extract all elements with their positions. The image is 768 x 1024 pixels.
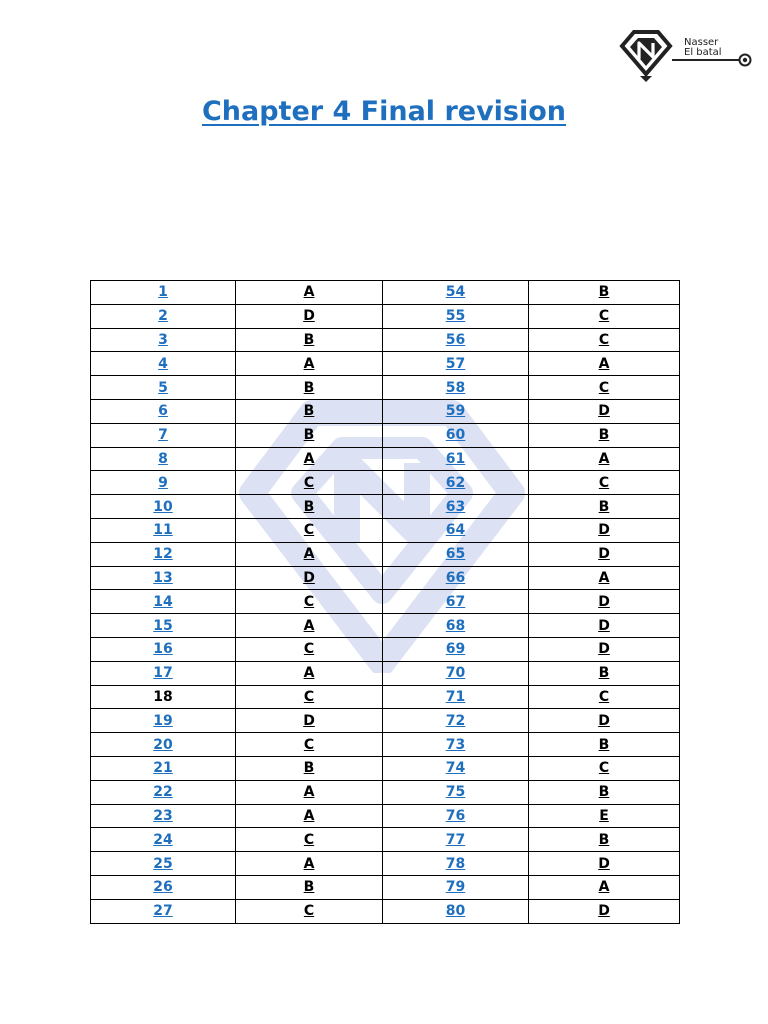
question-number: 22 bbox=[91, 780, 236, 804]
question-number: 64 bbox=[383, 518, 529, 542]
answer-letter: B bbox=[529, 281, 680, 305]
answer-letter: C bbox=[529, 376, 680, 400]
question-number: 15 bbox=[91, 614, 236, 638]
table-row bbox=[91, 423, 680, 447]
question-number: 75 bbox=[383, 780, 529, 804]
table-row bbox=[91, 304, 680, 328]
answer-letter: A bbox=[529, 352, 680, 376]
question-number: 63 bbox=[383, 495, 529, 519]
answer-letter: B bbox=[236, 328, 383, 352]
answer-letter: A bbox=[529, 566, 680, 590]
table-row bbox=[91, 518, 680, 542]
answer-letter: B bbox=[529, 495, 680, 519]
answer-letter: B bbox=[529, 661, 680, 685]
answer-letter: E bbox=[529, 804, 680, 828]
question-number: 26 bbox=[91, 875, 236, 899]
question-number: 59 bbox=[383, 399, 529, 423]
question-number: 60 bbox=[383, 423, 529, 447]
table-row bbox=[91, 542, 680, 566]
table-row bbox=[91, 566, 680, 590]
table-row bbox=[91, 804, 680, 828]
answer-letter: A bbox=[236, 614, 383, 638]
table-row bbox=[91, 828, 680, 852]
answer-letter: D bbox=[529, 614, 680, 638]
answer-letter: D bbox=[529, 709, 680, 733]
answer-letter: A bbox=[236, 542, 383, 566]
answer-letter: C bbox=[529, 304, 680, 328]
question-number: 55 bbox=[383, 304, 529, 328]
question-number: 71 bbox=[383, 685, 529, 709]
question-number: 66 bbox=[383, 566, 529, 590]
question-number: 3 bbox=[91, 328, 236, 352]
question-number: 62 bbox=[383, 471, 529, 495]
question-number: 72 bbox=[383, 709, 529, 733]
question-number: 67 bbox=[383, 590, 529, 614]
answer-letter: D bbox=[236, 709, 383, 733]
question-number: 17 bbox=[91, 661, 236, 685]
question-number: 69 bbox=[383, 637, 529, 661]
question-number: 77 bbox=[383, 828, 529, 852]
answer-letter: C bbox=[236, 471, 383, 495]
question-number: 78 bbox=[383, 852, 529, 876]
answer-letter: B bbox=[529, 780, 680, 804]
table-row bbox=[91, 875, 680, 899]
answer-letter: D bbox=[529, 518, 680, 542]
question-number: 10 bbox=[91, 495, 236, 519]
question-number: 57 bbox=[383, 352, 529, 376]
question-number: 16 bbox=[91, 637, 236, 661]
brand-name-line1: Nasser bbox=[684, 37, 719, 48]
answer-letter: A bbox=[236, 281, 383, 305]
question-number: 76 bbox=[383, 804, 529, 828]
answer-letter: C bbox=[236, 685, 383, 709]
answer-letter: A bbox=[236, 661, 383, 685]
question-number: 11 bbox=[91, 518, 236, 542]
brand-name bbox=[684, 38, 722, 58]
question-number: 56 bbox=[383, 328, 529, 352]
table-row bbox=[91, 352, 680, 376]
answer-letter: D bbox=[529, 852, 680, 876]
question-number: 54 bbox=[383, 281, 529, 305]
question-number: 24 bbox=[91, 828, 236, 852]
answer-letter: D bbox=[236, 304, 383, 328]
answer-letter: A bbox=[529, 875, 680, 899]
question-number: 79 bbox=[383, 875, 529, 899]
question-number: 61 bbox=[383, 447, 529, 471]
question-number: 18 bbox=[91, 685, 236, 709]
question-number: 4 bbox=[91, 352, 236, 376]
question-number: 80 bbox=[383, 899, 529, 923]
table-row bbox=[91, 637, 680, 661]
table-row bbox=[91, 780, 680, 804]
answer-letter: C bbox=[529, 685, 680, 709]
table-row bbox=[91, 685, 680, 709]
question-number: 1 bbox=[91, 281, 236, 305]
table-row bbox=[91, 376, 680, 400]
answer-letter: C bbox=[236, 590, 383, 614]
answer-letter: D bbox=[529, 399, 680, 423]
answer-letter: B bbox=[236, 423, 383, 447]
answer-letter: A bbox=[236, 352, 383, 376]
question-number: 8 bbox=[91, 447, 236, 471]
answer-letter: B bbox=[236, 756, 383, 780]
table-row bbox=[91, 495, 680, 519]
table-row bbox=[91, 471, 680, 495]
question-number: 70 bbox=[383, 661, 529, 685]
answer-letter: A bbox=[236, 804, 383, 828]
answer-letter: B bbox=[529, 733, 680, 757]
answer-letter: D bbox=[529, 637, 680, 661]
answer-letter: B bbox=[236, 376, 383, 400]
answer-letter: B bbox=[236, 399, 383, 423]
answer-letter: B bbox=[236, 875, 383, 899]
answer-letter: A bbox=[236, 780, 383, 804]
answer-letter: A bbox=[529, 447, 680, 471]
table-row bbox=[91, 733, 680, 757]
question-number: 25 bbox=[91, 852, 236, 876]
answer-letter: A bbox=[236, 447, 383, 471]
answer-letter: D bbox=[529, 590, 680, 614]
question-number: 14 bbox=[91, 590, 236, 614]
table-row bbox=[91, 447, 680, 471]
brand-name-line2: El batal bbox=[684, 47, 722, 58]
answer-letter: A bbox=[236, 852, 383, 876]
table-row bbox=[91, 709, 680, 733]
brand-logo bbox=[612, 26, 758, 86]
question-number: 2 bbox=[91, 304, 236, 328]
table-row bbox=[91, 399, 680, 423]
page-title: Chapter 4 Final revision bbox=[201, 96, 567, 127]
question-number: 58 bbox=[383, 376, 529, 400]
answer-letter: C bbox=[529, 756, 680, 780]
question-number: 74 bbox=[383, 756, 529, 780]
table-row bbox=[91, 899, 680, 923]
table-row bbox=[91, 614, 680, 638]
answer-letter: B bbox=[236, 495, 383, 519]
table-row bbox=[91, 756, 680, 780]
answer-letter: C bbox=[529, 471, 680, 495]
answer-letter: C bbox=[236, 518, 383, 542]
question-number: 68 bbox=[383, 614, 529, 638]
question-number: 9 bbox=[91, 471, 236, 495]
question-number: 13 bbox=[91, 566, 236, 590]
answer-letter: D bbox=[529, 899, 680, 923]
answer-letter: C bbox=[236, 828, 383, 852]
question-number: 65 bbox=[383, 542, 529, 566]
answer-key-body bbox=[91, 281, 680, 924]
answer-letter: B bbox=[529, 828, 680, 852]
question-number: 12 bbox=[91, 542, 236, 566]
table-row bbox=[91, 328, 680, 352]
question-number: 73 bbox=[383, 733, 529, 757]
answer-letter: C bbox=[236, 637, 383, 661]
question-number: 20 bbox=[91, 733, 236, 757]
question-number: 23 bbox=[91, 804, 236, 828]
question-number: 6 bbox=[91, 399, 236, 423]
answer-letter: B bbox=[529, 423, 680, 447]
question-number: 7 bbox=[91, 423, 236, 447]
table-row bbox=[91, 852, 680, 876]
question-number: 5 bbox=[91, 376, 236, 400]
question-number: 21 bbox=[91, 756, 236, 780]
table-row bbox=[91, 281, 680, 305]
answer-letter: C bbox=[236, 733, 383, 757]
table-row bbox=[91, 661, 680, 685]
answer-key-table bbox=[90, 280, 680, 924]
answer-letter: C bbox=[236, 899, 383, 923]
question-number: 19 bbox=[91, 709, 236, 733]
question-number: 27 bbox=[91, 899, 236, 923]
answer-letter: D bbox=[529, 542, 680, 566]
answer-letter: C bbox=[529, 328, 680, 352]
answer-letter: D bbox=[236, 566, 383, 590]
table-row bbox=[91, 590, 680, 614]
